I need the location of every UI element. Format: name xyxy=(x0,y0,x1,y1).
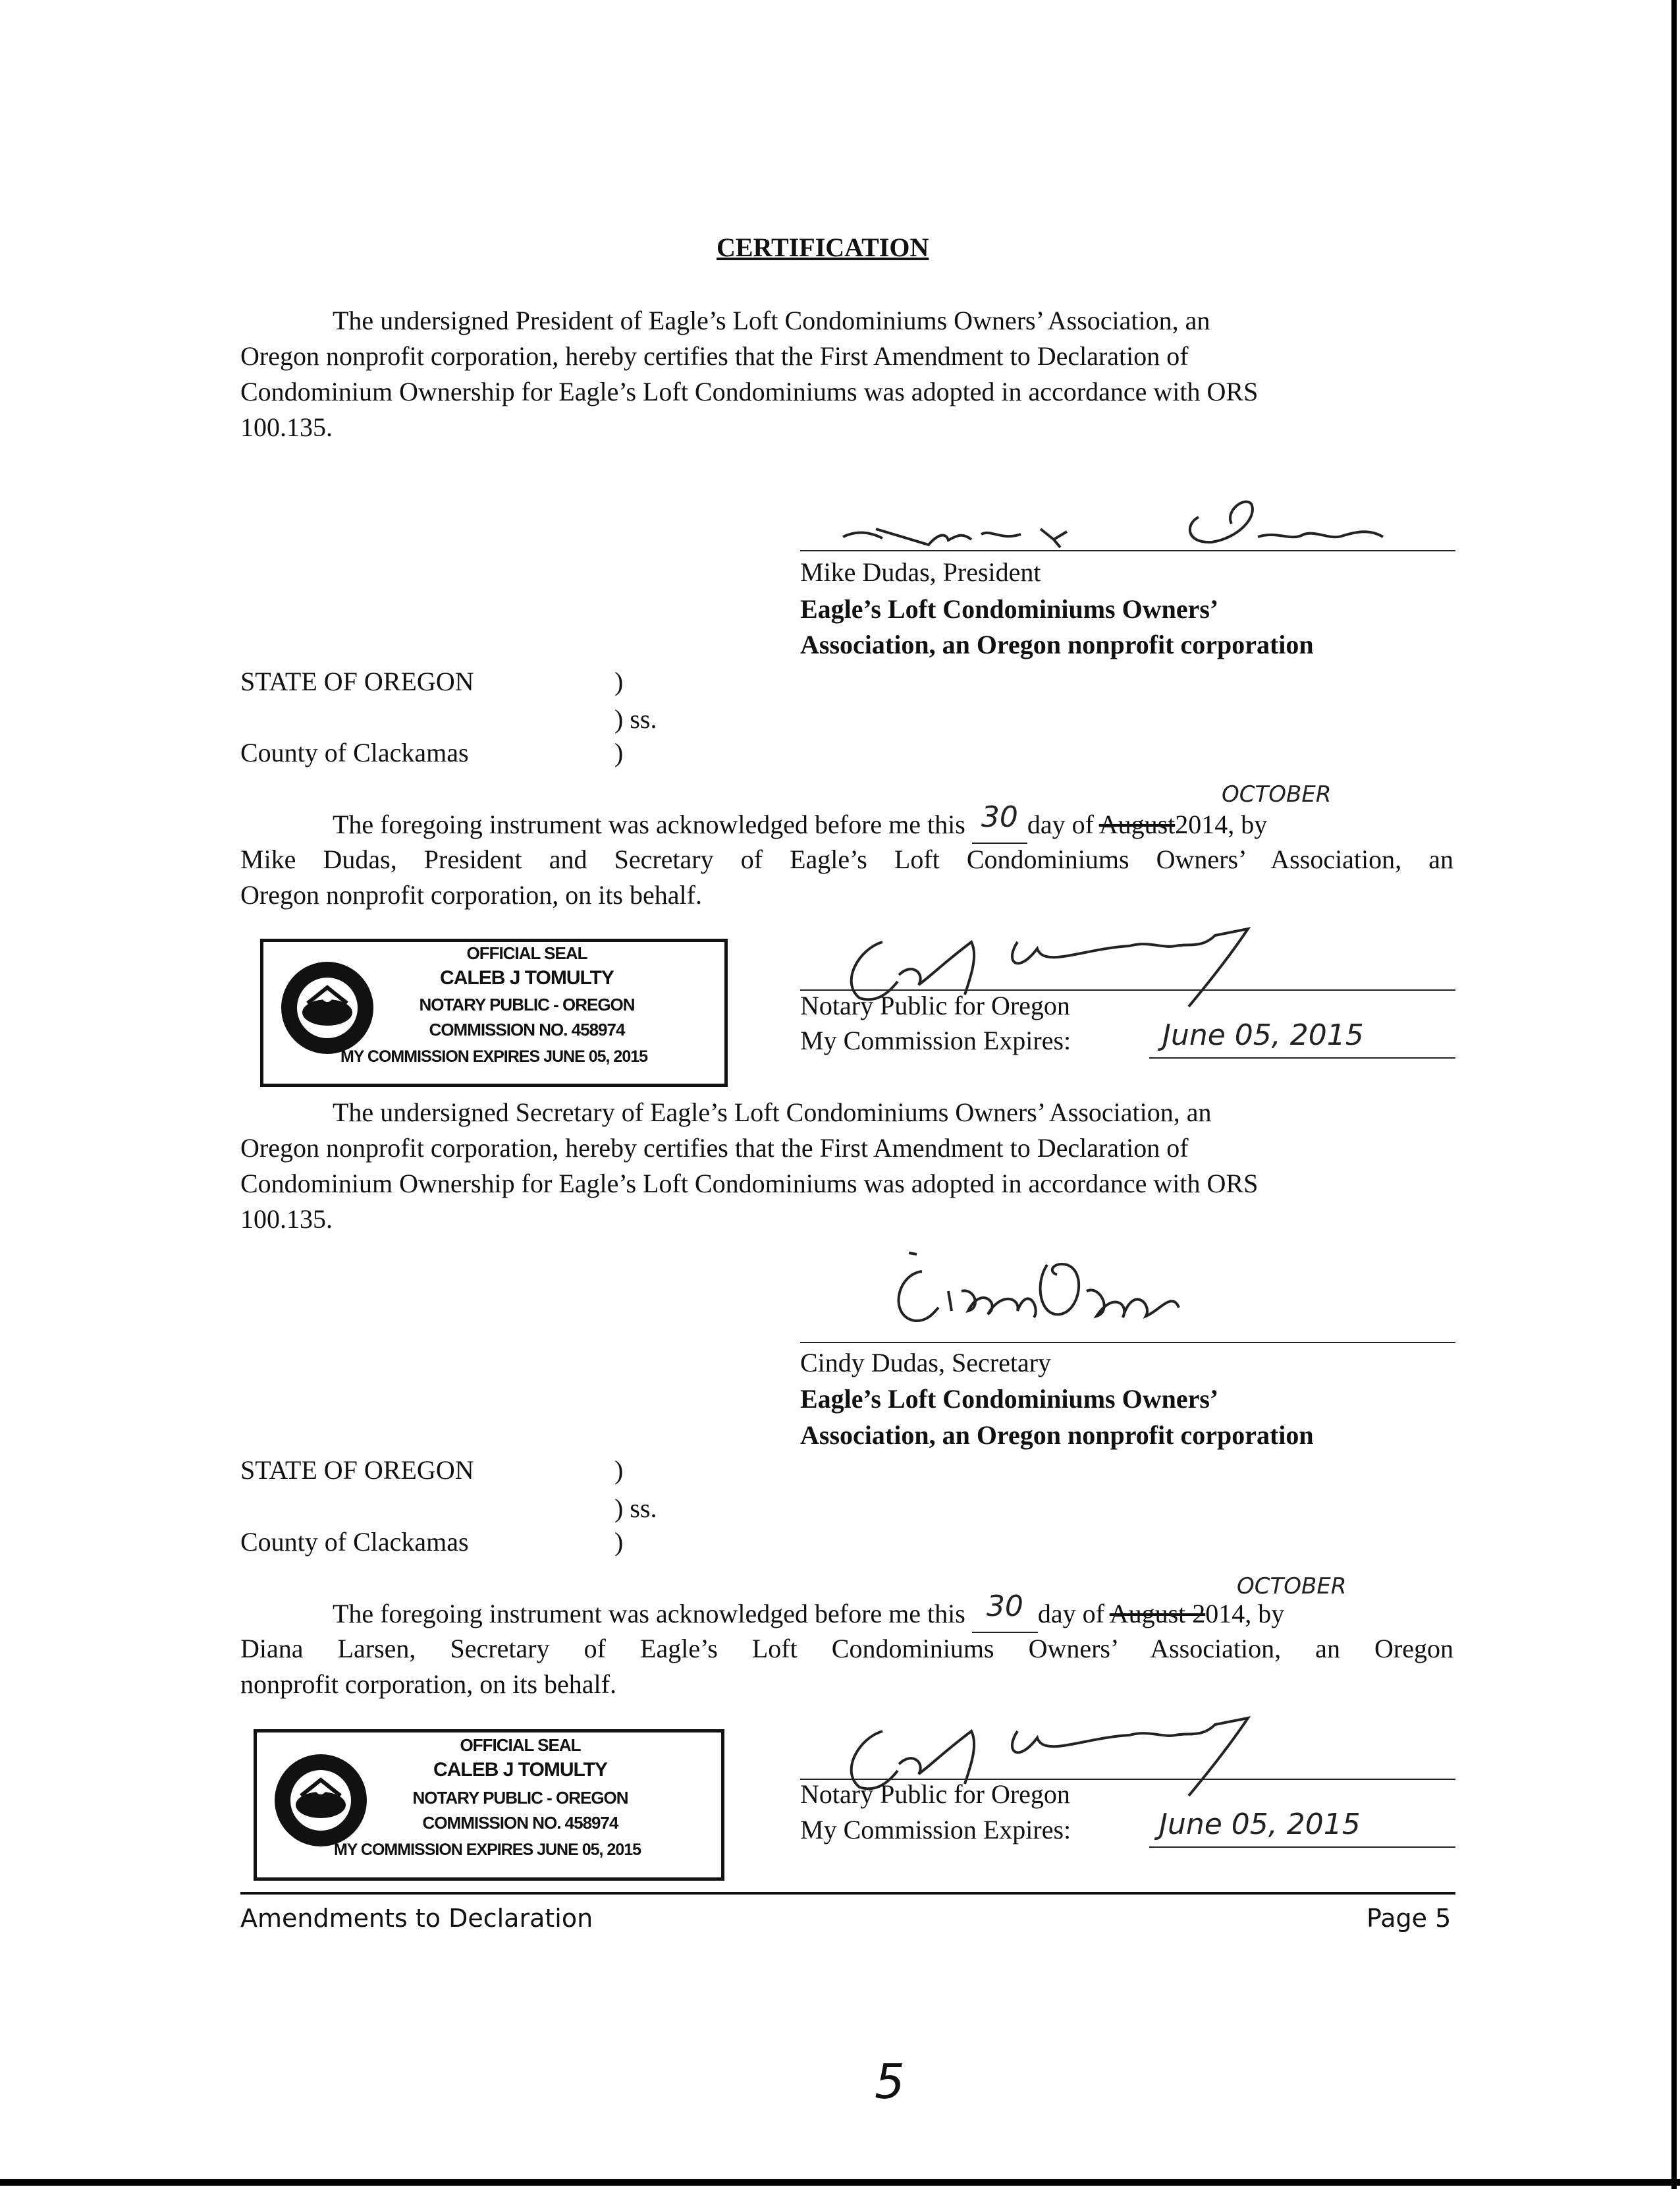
ack-line xyxy=(333,800,1268,844)
seal-line: OFFICIAL SEAL xyxy=(466,943,587,963)
expiration-line xyxy=(1149,1057,1455,1059)
footer-rule xyxy=(240,1892,1455,1895)
paragraph-line: The undersigned President of Eagle’s Loft Condominiums Owners’ Association, an xyxy=(333,306,1210,335)
state-seal-emblem xyxy=(271,1751,370,1850)
ack-line: nonprofit corporation, on its behalf. xyxy=(240,1669,616,1699)
state-seal-emblem xyxy=(278,958,377,1057)
seal-line: NOTARY PUBLIC - OREGON xyxy=(412,1788,628,1808)
paragraph-line: The undersigned Secretary of Eagle’s Loft Condominiums Owners’ Association, an xyxy=(333,1097,1212,1127)
ack-text: day of xyxy=(1037,1599,1104,1628)
venue-paren: ) xyxy=(614,1527,624,1557)
venue-state: STATE OF OREGON xyxy=(240,1455,474,1485)
ack-line xyxy=(333,1590,1285,1633)
ack-line: Oregon nonprofit corporation, on its behalf. xyxy=(240,880,702,910)
venue-county: County of Clackamas xyxy=(240,1527,469,1557)
seal-line: MY COMMISSION EXPIRES JUNE 05, 2015 xyxy=(333,1841,641,1859)
seal-line: OFFICIAL SEAL xyxy=(460,1735,581,1755)
secretary-signature-line xyxy=(800,1342,1455,1343)
handwritten-month: OCTOBER xyxy=(1222,781,1332,808)
paragraph-line: 100.135. xyxy=(240,1204,333,1234)
struck-month: August xyxy=(1098,810,1176,839)
paragraph-line: Condominium Ownership for Eagle’s Loft Condominiums was adopted in accordance with ORS xyxy=(240,1169,1259,1198)
president-association-line2: Association, an Oregon nonprofit corporation xyxy=(800,630,1314,659)
seal-line: COMMISSION NO. 458974 xyxy=(422,1813,618,1833)
handwritten-day: 30 xyxy=(986,1590,1023,1623)
secretary-association-line1: Eagle’s Loft Condominiums Owners’ xyxy=(800,1384,1219,1414)
notary-public-label: Notary Public for Oregon xyxy=(800,1779,1070,1809)
venue-county: County of Clackamas xyxy=(240,738,469,767)
ack-text: 2014, by xyxy=(1175,810,1268,839)
paragraph-line: 100.135. xyxy=(240,412,333,442)
official-notary-seal xyxy=(254,1729,724,1881)
footer-left-text: Amendments to Declaration xyxy=(240,1904,593,1933)
seal-line: CALEB J TOMULTY xyxy=(433,1759,607,1781)
scan-edge-right xyxy=(1671,0,1677,2189)
ack-line: Diana Larsen, Secretary of Eagle’s Loft Condominiums Owners’ Association, an Oregon xyxy=(240,1634,1453,1663)
handwritten-expiration: June 05, 2015 xyxy=(1162,1018,1364,1052)
president-name-title: Mike Dudas, President xyxy=(800,557,1041,587)
secretary-association-line2: Association, an Oregon nonprofit corporation xyxy=(800,1420,1314,1450)
notary-public-label: Notary Public for Oregon xyxy=(800,991,1070,1020)
venue-paren: ) xyxy=(614,667,624,696)
president-signature xyxy=(830,491,1423,550)
venue-paren: ) xyxy=(614,738,624,767)
venue-ss: ) ss. xyxy=(614,1493,657,1523)
president-certification-paragraph xyxy=(240,303,1453,445)
venue-state: STATE OF OREGON xyxy=(240,667,474,696)
ack-line: Mike Dudas, President and Secretary of Eagle’s Loft Condominiums Owners’ Association, an xyxy=(240,845,1453,874)
official-notary-seal xyxy=(260,939,728,1087)
seal-line: CALEB J TOMULTY xyxy=(440,967,614,989)
paragraph-line: Oregon nonprofit corporation, hereby certifies that the First Amendment to Declaration of xyxy=(240,1133,1189,1163)
seal-line: MY COMMISSION EXPIRES JUNE 05, 2015 xyxy=(340,1047,648,1066)
handwritten-month: OCTOBER xyxy=(1237,1573,1347,1599)
commission-expires-label: My Commission Expires: xyxy=(800,1026,1071,1055)
ack-text: day of xyxy=(1027,810,1094,839)
scan-edge-bottom xyxy=(0,2179,1680,2186)
footer-page-number: Page 5 xyxy=(1367,1904,1451,1933)
struck-month: August 2 xyxy=(1109,1599,1206,1628)
seal-line: COMMISSION NO. 458974 xyxy=(429,1020,625,1039)
document-title: CERTIFICATION xyxy=(717,233,929,262)
secretary-signature xyxy=(869,1245,1330,1337)
paragraph-line: Oregon nonprofit corporation, hereby certifies that the First Amendment to Declaration of xyxy=(240,341,1189,371)
seal-line: NOTARY PUBLIC - OREGON xyxy=(419,995,635,1014)
expiration-line xyxy=(1149,1846,1455,1848)
commission-expires-label: My Commission Expires: xyxy=(800,1815,1071,1844)
ack-text: The foregoing instrument was acknowledged before me this xyxy=(333,1599,965,1628)
secretary-certification-paragraph xyxy=(240,1095,1453,1237)
handwritten-page-number: 5 xyxy=(875,2054,905,2109)
handwritten-day: 30 xyxy=(981,800,1018,834)
handwritten-expiration: June 05, 2015 xyxy=(1159,1808,1361,1841)
president-association-line1: Eagle’s Loft Condominiums Owners’ xyxy=(800,594,1219,624)
president-signature-line xyxy=(800,550,1455,551)
ack-text: 014, by xyxy=(1205,1599,1285,1628)
venue-ss: ) ss. xyxy=(614,704,657,734)
ack-text: The foregoing instrument was acknowledged before me this xyxy=(333,810,965,839)
venue-paren: ) xyxy=(614,1455,624,1485)
paragraph-line: Condominium Ownership for Eagle’s Loft Condominiums was adopted in accordance with ORS xyxy=(240,377,1259,406)
secretary-name-title: Cindy Dudas, Secretary xyxy=(800,1348,1052,1377)
